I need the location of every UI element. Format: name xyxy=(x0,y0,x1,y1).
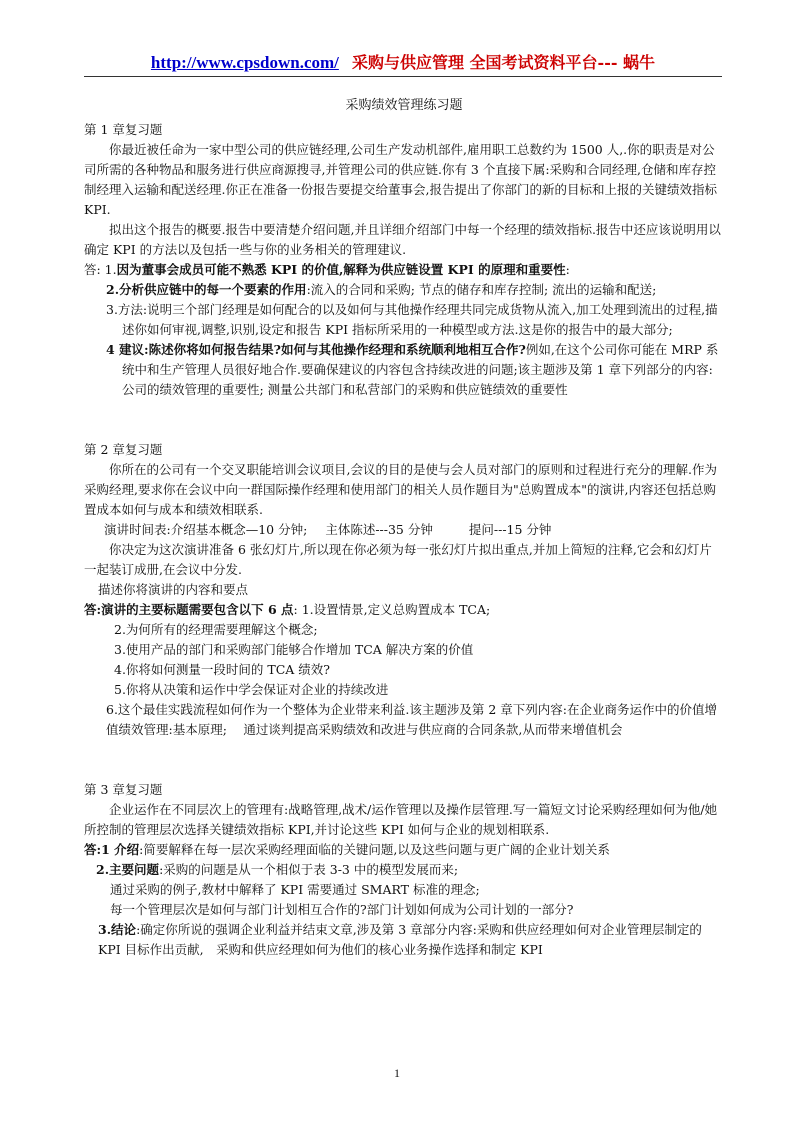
answer-4-bold: 4 建议:陈述你将如何报告结果?如何与其他操作经理和系统顺利地相互合作? xyxy=(106,342,526,357)
answer-3-bold: 3.结论 xyxy=(98,922,137,937)
answer-2-rest: :采购的问题是从一个相似于表 3-3 中的模型发展而来; xyxy=(159,862,459,877)
answer-1-bold: 答:1 介绍 xyxy=(84,842,140,857)
chapter-2-schedule xyxy=(84,520,724,540)
answer-1-rest: : xyxy=(565,262,570,277)
answer-prefix: 答: 1. xyxy=(84,262,117,277)
chapter-3-answer-2-sub: 每一个管理层次是如何与部门计划相互合作的?部门计划如何成为公司计划的一部分? xyxy=(110,902,574,917)
page-header xyxy=(84,50,722,77)
chapter-2-answer-item: 6.这个最佳实践流程如何作为一个整体为企业带来利益.该主题涉及第 2 章下列内容:在企业商务运作中的价值增值绩效管理:基本原理; 通过谈判提高采购绩效和改进与供应商的合同条款,从而带来增值机会 xyxy=(106,702,718,737)
chapter-1-answer-3: 3.方法:说明三个部门经理是如何配合的以及如何与其他操作经理共同完成货物从流入,加工处理到流出的过程,描述你如何审视,调整,识别,设定和报告 KPI 指标所采用的一种模型或方法.这是你的报告中的最大部分; xyxy=(106,302,718,337)
header-site-title: 采购与供应管理 全国考试资料平台--- 蜗牛 xyxy=(351,53,656,72)
answer-4-rest: 例如,在这个公司你可能在 MRP 系统中和生产管理人员很好地合作.要确保建议的内容包含持续改进的问题;该主题涉及第 1 章下列部分的内容:公司的绩效管理的重要性; 测量公共部门和私营部门的采购和供应链绩效的重要性 xyxy=(122,342,719,397)
spacer xyxy=(84,400,724,420)
chapter-1-heading: 第 1 章复习题 xyxy=(84,122,163,137)
answer-2-rest: :流入的合同和采购; 节点的储存和库存控制; 流出的运输和配送; xyxy=(306,282,657,297)
chapter-3-heading: 第 3 章复习题 xyxy=(84,782,163,797)
chapter-1-question-p2: 拟出这个报告的概要.报告中要清楚介绍问题,并且详细介绍部门中每一个经理的绩效指标.报告中还应该说明用以确定 KPI 的方法以及包括一些与你的业务相关的管理建议. xyxy=(84,222,721,257)
chapter-2-answer-item: 3.使用产品的部门和采购部门能够合作增加 TCA 解决方案的价值 xyxy=(114,642,474,657)
spacer xyxy=(84,740,724,760)
answer-bold: 答:演讲的主要标题需要包含以下 6 点 xyxy=(84,602,294,617)
chapter-3-answer-1 xyxy=(84,840,724,860)
document-title: 采购绩效管理练习题 xyxy=(345,98,463,113)
schedule-main: 主体陈述---35 分钟 xyxy=(325,522,433,537)
chapter-1-answer-4 xyxy=(84,340,724,400)
chapter-2-question-p3: 描述你将演讲的内容和要点 xyxy=(98,582,249,597)
answer-3-rest: :确定你所说的强调企业利益并结束文章,涉及第 3 章部分内容:采购和供应经理如何对企业管理层制定的 KPI 目标作出贡献, 采购和供应经理如何为他们的核心业务操作选择和制定 KPI xyxy=(98,922,702,957)
spacer xyxy=(84,420,724,440)
answer-rest: : 1.设置情景,定义总购置成本 TCA; xyxy=(293,602,491,617)
header-url-link[interactable]: http://www.cpsdown.com/ xyxy=(150,53,339,72)
answer-1-bold: 因为董事会成员可能不熟悉 KPI 的价值,解释为供应链设置 KPI 的原理和重要性 xyxy=(116,262,566,277)
answer-1-rest: :简要解释在每一层次采购经理面临的关键问题,以及这些问题与更广阔的企业计划关系 xyxy=(139,842,610,857)
chapter-2-question-p2: 你决定为这次演讲准备 6 张幻灯片,所以现在你必须为每一张幻灯片拟出重点,并加上简短的注释,它会和幻灯片一起装订成册,在会议中分发. xyxy=(84,542,712,577)
chapter-2-heading: 第 2 章复习题 xyxy=(84,442,163,457)
spacer xyxy=(84,760,724,780)
chapter-1-answer-2 xyxy=(84,280,724,300)
chapter-2-answer-item: 4.你将如何测量一段时间的 TCA 绩效? xyxy=(114,662,331,677)
chapter-1-question-p1: 你最近被任命为一家中型公司的供应链经理,公司生产发动机部件,雇用职工总数约为 1500 人,.你的职责是对公司所需的各种物品和服务进行供应商源搜寻,并管理公司的供应链.你有 3 个直接下属:采购和合同经理,仓储和库存控制经理入运输和配送经理.你正在准备一份报告要提交给董事会,报告提出了你部门的新的目标和上报的关键绩效指标 KPI. xyxy=(84,142,717,217)
chapter-3-answer-2-sub: 通过采购的例子,教材中解释了 KPI 需要通过 SMART 标准的理念; xyxy=(110,882,480,897)
schedule-intro: 演讲时间表:介绍基本概念—10 分钟; xyxy=(104,522,308,537)
chapter-3-answer-3 xyxy=(84,920,724,960)
chapter-2-answer-item: 2.为何所有的经理需要理解这个概念; xyxy=(114,622,318,637)
chapter-1-answer-1 xyxy=(84,260,724,280)
answer-2-bold: 2.分析供应链中的每一个要素的作用 xyxy=(106,282,307,297)
chapter-3-answer-2 xyxy=(84,860,724,880)
answer-2-bold: 2.主要问题 xyxy=(96,862,160,877)
chapter-2-answer-1 xyxy=(84,600,724,620)
chapter-3-question-p1: 企业运作在不同层次上的管理有:战略管理,战术/运作管理以及操作层管理.写一篇短文讨论采购经理如何为他/她所控制的管理层次选择关键绩效指标 KPI,并讨论这些 KPI 如何与企业的规划相联系. xyxy=(84,802,718,837)
chapter-2-question-p1: 你所在的公司有一个交叉职能培训会议项目,会议的目的是使与会人员对部门的原则和过程进行充分的理解.作为采购经理,要求你在会议中向一群国际操作经理和使用部门的相关人员作题目为"总购置成本"的演讲,内容还包括总购置成本如何与成本和绩效相联系. xyxy=(84,462,717,517)
schedule-questions: 提问---15 分钟 xyxy=(468,522,552,537)
document-body xyxy=(84,96,724,960)
page-number: 1 xyxy=(394,1066,400,1080)
chapter-2-answer-item: 5.你将从决策和运作中学会保证对企业的持续改进 xyxy=(114,682,389,697)
